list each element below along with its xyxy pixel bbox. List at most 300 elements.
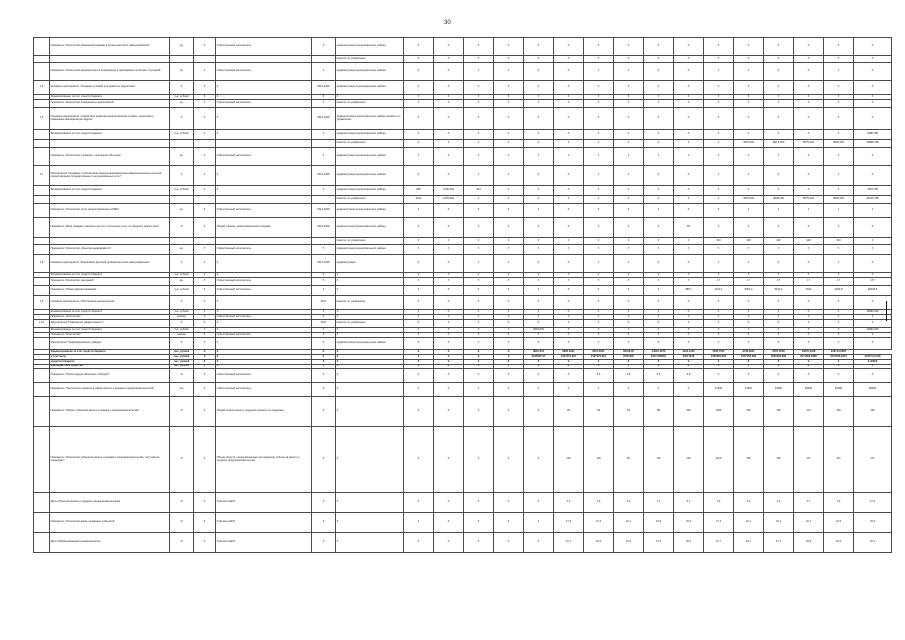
value-cell: Х xyxy=(764,38,794,56)
value-cell: Х xyxy=(644,255,674,273)
table-row xyxy=(34,130,892,140)
value-cell: Х xyxy=(794,148,824,166)
value-cell: Х xyxy=(734,333,764,338)
unit-cell: Х xyxy=(170,81,194,95)
value-cell: 9748,0901 xyxy=(734,350,764,355)
value-cell: 9801,243 xyxy=(524,350,554,355)
value-cell: Х xyxy=(674,310,704,315)
value-cell: Х xyxy=(704,338,734,350)
period-cell: Х xyxy=(312,369,336,383)
value-cell: Х xyxy=(404,81,434,95)
flag-cell: Х xyxy=(194,108,216,130)
value-cell: Х xyxy=(614,238,644,245)
value-cell: Х xyxy=(674,204,704,218)
responsible-cell: Ответственный исполнитель xyxy=(216,245,312,255)
value-cell: Х xyxy=(464,196,494,204)
value-cell: Х xyxy=(824,365,854,369)
value-cell: Х xyxy=(644,38,674,56)
unit-cell: % xyxy=(170,513,194,533)
executor-cell: Х xyxy=(336,310,404,315)
executor-cell: Администрация муниципального района xyxy=(336,186,404,196)
period-cell: Х xyxy=(312,148,336,166)
value-cell: 22046,788 xyxy=(854,196,892,204)
value-cell: Х xyxy=(494,320,524,328)
value-cell: Х xyxy=(854,148,892,166)
value-cell: Х xyxy=(824,95,854,100)
executor-cell: Х xyxy=(336,365,404,369)
row-name-cell: Показатель "Количество" xyxy=(50,315,170,320)
row-number-cell xyxy=(34,204,50,218)
value-cell: Х xyxy=(434,148,464,166)
value-cell: 114 xyxy=(794,397,824,427)
value-cell: Х xyxy=(674,130,704,140)
value-cell: Х xyxy=(674,100,704,108)
value-cell: Х xyxy=(404,56,434,63)
value-cell: Х xyxy=(704,186,734,196)
value-cell: Х xyxy=(494,81,524,95)
unit-cell: % xyxy=(170,533,194,553)
value-cell: Х xyxy=(644,186,674,196)
value-cell: Х xyxy=(614,245,644,255)
value-cell: Х xyxy=(764,365,794,369)
value-cell: Х xyxy=(584,286,614,296)
row-number-cell: 1.6 xyxy=(34,108,50,130)
value-cell: Х xyxy=(764,108,794,130)
value-cell: Х xyxy=(434,493,464,513)
value-cell: 2195627,97 xyxy=(524,355,554,360)
value-cell: Х xyxy=(794,100,824,108)
value-cell: Х xyxy=(494,513,524,533)
value-cell: Х xyxy=(554,95,584,100)
row-name-cell: Показатель "Количество проведенных мероприятий" xyxy=(50,100,170,108)
value-cell: Х xyxy=(524,238,554,245)
period-cell: Х xyxy=(312,95,336,100)
row-number-cell xyxy=(34,56,50,63)
flag-cell: Х xyxy=(194,204,216,218)
value-cell: Х xyxy=(524,315,554,320)
value-cell: Х xyxy=(554,130,584,140)
period-cell: Х xyxy=(312,360,336,365)
value-cell: Х xyxy=(704,320,734,328)
value-cell: Х xyxy=(404,245,434,255)
value-cell: 17 xyxy=(734,278,764,286)
unit-cell: ед. xyxy=(170,278,194,286)
value-cell: Х xyxy=(824,81,854,95)
table-row xyxy=(34,513,892,533)
table-row xyxy=(34,140,892,148)
value-cell: Х xyxy=(704,255,734,273)
value-cell: Х xyxy=(464,56,494,63)
value-cell: Х xyxy=(554,186,584,196)
value-cell: Х xyxy=(434,328,464,333)
executor-cell: Х xyxy=(336,328,404,333)
value-cell: 4065,000 xyxy=(734,140,764,148)
value-cell: Х xyxy=(554,204,584,218)
value-cell: 22,1 xyxy=(614,513,644,533)
value-cell: Х xyxy=(404,383,434,397)
value-cell: Х xyxy=(584,63,614,81)
responsible-cell: Ответственный исполнитель xyxy=(216,38,312,56)
row-number-cell xyxy=(34,278,50,286)
value-cell: Х xyxy=(524,148,554,166)
value-cell: Х xyxy=(764,273,794,278)
value-cell: Х xyxy=(524,245,554,255)
value-cell: Х xyxy=(464,383,494,397)
period-cell: 2014-2020 xyxy=(312,218,336,238)
value-cell: 21,1 xyxy=(764,513,794,533)
value-cell: 126 xyxy=(764,427,794,493)
value-cell: Х xyxy=(494,56,524,63)
value-cell: Х xyxy=(404,360,434,365)
value-cell: Х xyxy=(434,310,464,315)
responsible-cell: Ответственный исполнитель xyxy=(216,278,312,286)
table-row xyxy=(34,296,892,310)
value-cell: 2227,928581 xyxy=(644,355,674,360)
value-cell: Х xyxy=(404,513,434,533)
table-row xyxy=(34,100,892,108)
value-cell: 1 xyxy=(554,148,584,166)
value-cell: 17,0 xyxy=(644,533,674,553)
period-cell: Х xyxy=(312,130,336,140)
executor-cell: Администрация муниципального района xyxy=(336,166,404,186)
row-name-cell: средства бюджета xyxy=(50,360,170,365)
unit-cell xyxy=(170,140,194,148)
responsible-cell: Ответственный исполнитель xyxy=(216,100,312,108)
value-cell: 1,9 xyxy=(584,493,614,513)
responsible-cell xyxy=(216,238,312,245)
value-cell: 50182 xyxy=(824,383,854,397)
value-cell: Х xyxy=(434,338,464,350)
value-cell: Х xyxy=(824,166,854,186)
value-cell: 1 xyxy=(794,204,824,218)
value-cell: Х xyxy=(434,273,464,278)
value-cell: Х xyxy=(434,56,464,63)
value-cell: Х xyxy=(434,427,464,493)
value-cell: Х xyxy=(464,513,494,533)
value-cell: Х xyxy=(494,355,524,360)
value-cell: Х xyxy=(854,320,892,328)
value-cell: Х xyxy=(674,296,704,310)
value-cell: Х xyxy=(404,166,434,186)
row-name-cell: Финансирование за счет средств бюджета xyxy=(50,95,170,100)
value-cell: Х xyxy=(854,81,892,95)
value-cell: Х xyxy=(434,63,464,81)
executor-cell: Администрация муниципального района xyxy=(336,218,404,238)
value-cell: 985,1 xyxy=(674,286,704,296)
value-cell: Х xyxy=(554,360,584,365)
value-cell: Х xyxy=(644,56,674,63)
value-cell: Х xyxy=(554,286,584,296)
value-cell: 3,3 xyxy=(644,369,674,383)
value-cell: 105 xyxy=(764,397,794,427)
value-cell: Х xyxy=(824,338,854,350)
value-cell: Х xyxy=(494,238,524,245)
executor-cell: Комитет по управлению xyxy=(336,56,404,63)
value-cell: Х xyxy=(434,38,464,56)
unit-cell: тыс. рублей xyxy=(170,365,194,369)
value-cell: 9787,4508 xyxy=(764,350,794,355)
value-cell: Х xyxy=(764,166,794,186)
value-cell: Х xyxy=(584,328,614,333)
value-cell: Х xyxy=(404,108,434,130)
value-cell: Х xyxy=(554,315,584,320)
period-cell: Х xyxy=(312,310,336,315)
value-cell: Х xyxy=(464,493,494,513)
unit-cell: Х xyxy=(170,108,194,130)
unit-cell: тыс. рублей xyxy=(170,310,194,315)
flag-cell: Х xyxy=(194,350,216,355)
value-cell: 2228,965 xyxy=(614,355,644,360)
responsible-cell: Х xyxy=(216,360,312,365)
table-row xyxy=(34,397,892,427)
value-cell: Х xyxy=(854,255,892,273)
value-cell: Х xyxy=(614,63,644,81)
row-name-cell: Показатель "Оборот субъектов малого и среднего предпринимательства" xyxy=(50,397,170,427)
value-cell: Х xyxy=(764,130,794,140)
value-cell: Х xyxy=(794,108,824,130)
value-cell: Х xyxy=(524,286,554,296)
value-cell: Х xyxy=(644,140,674,148)
value-cell: 29727,04,796 xyxy=(854,355,892,360)
value-cell: Х xyxy=(584,218,614,238)
value-cell: Х xyxy=(674,338,704,350)
value-cell: Х xyxy=(794,186,824,196)
value-cell: 100 xyxy=(824,397,854,427)
value-cell: 48530 xyxy=(794,383,824,397)
flag-cell: Х xyxy=(194,397,216,427)
period-cell: Х xyxy=(312,315,336,320)
value-cell: Х xyxy=(494,204,524,218)
value-cell: Х xyxy=(794,56,824,63)
value-cell: Х xyxy=(524,95,554,100)
value-cell: Х xyxy=(764,296,794,310)
responsible-cell: Ответственный исполнитель xyxy=(216,333,312,338)
value-cell: Х xyxy=(554,81,584,95)
value-cell: Х xyxy=(524,56,554,63)
row-name-cell: Доля субъектов малого и среднего предпринимательства xyxy=(50,493,170,513)
value-cell: Х xyxy=(584,296,614,310)
value-cell: Х xyxy=(734,218,764,238)
value-cell: 4,8 xyxy=(614,369,644,383)
period-cell xyxy=(312,238,336,245)
value-cell: 99 xyxy=(584,397,614,427)
value-cell: Х xyxy=(794,273,824,278)
value-cell: 100 xyxy=(794,238,824,245)
value-cell: Х xyxy=(464,360,494,365)
unit-cell: % xyxy=(170,369,194,383)
page-number: 30 xyxy=(444,20,451,26)
value-cell: Х xyxy=(524,278,554,286)
executor-cell: Х xyxy=(336,369,404,383)
table-row xyxy=(34,196,892,204)
value-cell: Х xyxy=(494,533,524,553)
value-cell: Х xyxy=(404,273,434,278)
value-cell: 44010,1876 xyxy=(644,350,674,355)
value-cell: Х xyxy=(794,320,824,328)
value-cell: 80 xyxy=(674,218,704,238)
executor-cell: Х xyxy=(336,360,404,365)
value-cell: 12893,000 xyxy=(854,310,892,315)
value-cell: 17,3 xyxy=(704,513,734,533)
value-cell: Х xyxy=(704,296,734,310)
flag-cell: Х xyxy=(194,218,216,238)
value-cell: Х xyxy=(554,273,584,278)
value-cell: 98 xyxy=(644,397,674,427)
value-cell: 1 xyxy=(824,204,854,218)
executor-cell: Х xyxy=(336,427,404,493)
row-name-cell: Показатель "Количество служащих, прошедших обучение" xyxy=(50,148,170,166)
value-cell: Х xyxy=(584,186,614,196)
value-cell: Х xyxy=(524,513,554,533)
value-cell: Х xyxy=(824,245,854,255)
value-cell: Х xyxy=(434,278,464,286)
value-cell: Х xyxy=(674,365,704,369)
value-cell: Х xyxy=(494,63,524,81)
table-row xyxy=(34,383,892,397)
value-cell: Х xyxy=(854,238,892,245)
value-cell: 1,6 xyxy=(554,493,584,513)
value-cell: Х xyxy=(524,360,554,365)
period-cell: Х xyxy=(312,245,336,255)
value-cell: Х xyxy=(644,278,674,286)
period-cell: Х xyxy=(312,365,336,369)
responsible-cell: Х xyxy=(216,273,312,278)
row-number-cell xyxy=(34,148,50,166)
value-cell: Х xyxy=(644,204,674,218)
row-number-cell: 1.8 xyxy=(34,255,50,273)
value-cell: 22,9 xyxy=(824,513,854,533)
executor-cell: Администрация муниципального района xyxy=(336,245,404,255)
value-cell: Х xyxy=(524,427,554,493)
flag-cell xyxy=(194,238,216,245)
value-cell: 47840 xyxy=(704,383,734,397)
value-cell: 2197270,991 xyxy=(584,355,614,360)
value-cell: Х xyxy=(584,338,614,350)
flag-cell: Х xyxy=(194,333,216,338)
value-cell: Х xyxy=(644,100,674,108)
value-cell: 100 xyxy=(674,397,704,427)
row-number-cell xyxy=(34,533,50,553)
value-cell: Х xyxy=(494,286,524,296)
value-cell: Х xyxy=(464,38,494,56)
executor-cell: Администрация муниципального района xyxy=(336,204,404,218)
executor-cell: Комитет по управлению xyxy=(336,140,404,148)
row-name-cell: Показатель "Объем предоставленных субсидий" xyxy=(50,369,170,383)
value-cell: 102 xyxy=(734,397,764,427)
value-cell: Х xyxy=(434,204,464,218)
value-cell: Х xyxy=(704,245,734,255)
flag-cell: Х xyxy=(194,383,216,397)
table-row xyxy=(34,493,892,513)
value-cell: Х xyxy=(434,513,464,533)
value-cell: Х xyxy=(584,100,614,108)
unit-cell: ед. xyxy=(170,63,194,81)
value-cell: Х xyxy=(734,63,764,81)
value-cell: 2476,000 xyxy=(434,196,464,204)
value-cell: Х xyxy=(674,196,704,204)
value-cell: 1 xyxy=(674,148,704,166)
value-cell: Х xyxy=(764,186,794,196)
value-cell: Х xyxy=(794,296,824,310)
value-cell: Х xyxy=(494,383,524,397)
value-cell: 117 xyxy=(794,427,824,493)
period-cell xyxy=(312,140,336,148)
value-cell: 12,7 xyxy=(704,533,734,553)
unit-cell: тыс. рублей xyxy=(170,286,194,296)
table-row xyxy=(34,63,892,81)
value-cell: Х xyxy=(764,333,794,338)
value-cell: Х xyxy=(854,245,892,255)
flag-cell: Х xyxy=(194,63,216,81)
unit-cell: тыс. xyxy=(170,383,194,397)
value-cell: Х xyxy=(524,81,554,95)
value-cell: 1035,000 xyxy=(434,186,464,196)
value-cell: Х xyxy=(734,56,764,63)
value-cell: Х xyxy=(614,278,644,286)
unit-cell: Х xyxy=(170,166,194,186)
value-cell: Х xyxy=(674,315,704,320)
flag-cell: Х xyxy=(194,365,216,369)
row-name-cell: Финансирование за счет средств бюджета xyxy=(50,186,170,196)
value-cell: Х xyxy=(404,100,434,108)
period-cell: 2014-2020 xyxy=(312,166,336,186)
value-cell: Х xyxy=(704,130,734,140)
value-cell: Х xyxy=(644,238,674,245)
value-cell: Х xyxy=(554,365,584,369)
period-cell: Х xyxy=(312,493,336,513)
value-cell: Х xyxy=(434,296,464,310)
flag-cell: Х xyxy=(194,245,216,255)
flag-cell: Х xyxy=(194,427,216,493)
table-row xyxy=(34,278,892,286)
value-cell: 100 xyxy=(704,238,734,245)
value-cell: Х xyxy=(464,333,494,338)
row-name-cell: Показатель "Количество мероприятий по организации и проведению публичных слушаний" xyxy=(50,63,170,81)
value-cell: 120 xyxy=(734,427,764,493)
value-cell: 17 xyxy=(794,278,824,286)
value-cell: 47810 xyxy=(734,383,764,397)
value-cell: Х xyxy=(674,108,704,130)
value-cell: Х xyxy=(464,238,494,245)
value-cell: Х xyxy=(524,296,554,310)
value-cell: Х xyxy=(854,315,892,320)
responsible-cell: Х xyxy=(216,355,312,360)
value-cell: 983 xyxy=(404,186,434,196)
period-cell: Х xyxy=(312,397,336,427)
value-cell: 12893,000 xyxy=(854,328,892,333)
row-name-cell: Показатель "Численность занятых в сфере малого и среднего предпринимательства" xyxy=(50,383,170,397)
row-name-cell: Показатель "Доля граждан, имеющих доступ к получению услуг по принципу одного окна" xyxy=(50,218,170,238)
row-name-cell xyxy=(50,56,170,63)
value-cell: Х xyxy=(644,286,674,296)
value-cell: Х xyxy=(494,365,524,369)
value-cell: 2362283,695 xyxy=(704,355,734,360)
value-cell: Х xyxy=(704,204,734,218)
value-cell: Х xyxy=(824,56,854,63)
flag-cell: Х xyxy=(194,310,216,315)
value-cell: Х xyxy=(764,310,794,315)
value-cell: Х xyxy=(494,245,524,255)
unit-cell: Х xyxy=(170,296,194,310)
value-cell: Х xyxy=(734,328,764,333)
value-cell: Х xyxy=(614,255,644,273)
value-cell: Х xyxy=(764,245,794,255)
table-row xyxy=(34,369,892,383)
flag-cell: Х xyxy=(194,338,216,350)
value-cell: Х xyxy=(494,493,524,513)
value-cell: Х xyxy=(734,369,764,383)
row-name-cell: Показатель "Количество заседаний" xyxy=(50,278,170,286)
